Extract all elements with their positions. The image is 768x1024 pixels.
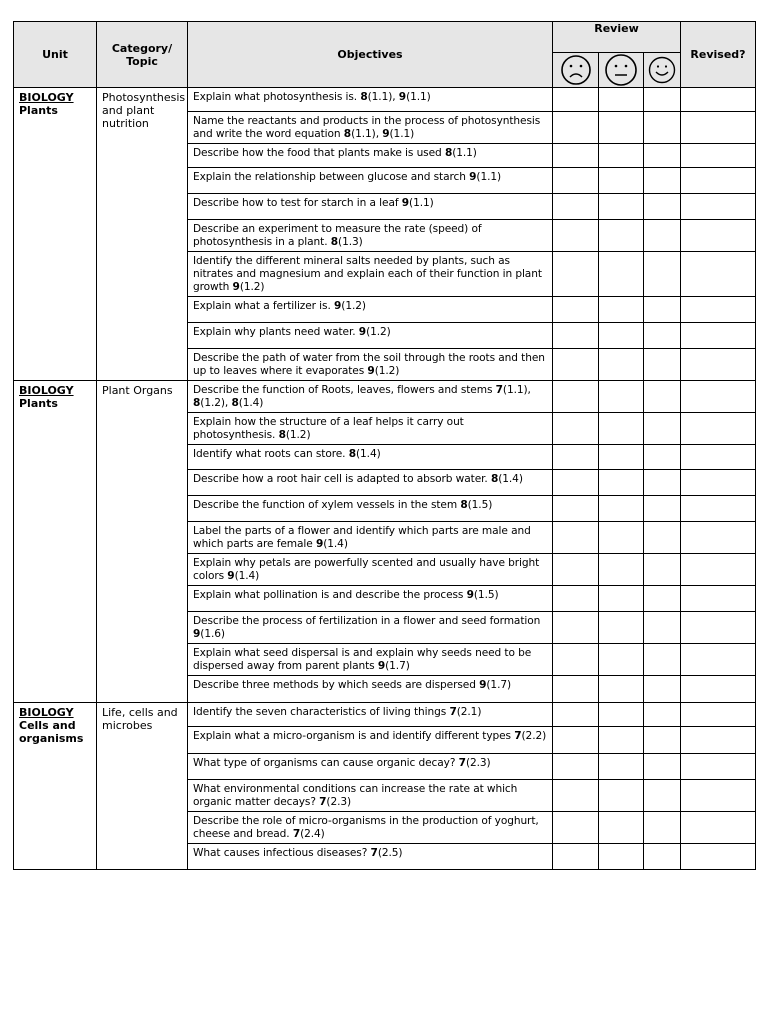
review-happy-cell[interactable] <box>644 252 681 297</box>
review-sad-cell[interactable] <box>553 381 599 413</box>
review-happy-cell[interactable] <box>644 644 681 676</box>
objective-cell <box>188 445 553 470</box>
revised-cell[interactable] <box>681 144 756 168</box>
objective-row <box>14 88 756 112</box>
unit-header: Unit <box>14 22 97 88</box>
review-happy-cell[interactable] <box>644 144 681 168</box>
review-happy-cell[interactable] <box>644 754 681 780</box>
review-sad-cell[interactable] <box>553 297 599 323</box>
objective-cell <box>188 144 553 168</box>
review-sad-cell[interactable] <box>553 754 599 780</box>
section-reference: (2.2) <box>521 730 547 742</box>
review-happy-cell[interactable] <box>644 88 681 112</box>
review-happy-cell[interactable] <box>644 496 681 522</box>
review-neutral-cell[interactable] <box>599 554 644 586</box>
review-sad-cell[interactable] <box>553 112 599 144</box>
review-sad-cell[interactable] <box>553 676 599 703</box>
objective-cell <box>188 349 553 381</box>
section-reference: (1.4) <box>238 397 264 409</box>
review-sad-cell[interactable] <box>553 349 599 381</box>
level-number: 9 <box>227 570 235 582</box>
level-number: 8 <box>490 473 499 485</box>
review-happy-cell[interactable] <box>644 522 681 554</box>
section-reference: (2.1) <box>456 706 482 718</box>
review-neutral-cell[interactable] <box>599 496 644 522</box>
review-happy-cell[interactable] <box>644 844 681 870</box>
level-number: 9 <box>334 300 342 312</box>
review-neutral-cell[interactable] <box>599 323 644 349</box>
revised-cell[interactable] <box>681 522 756 554</box>
objective-cell <box>188 297 553 323</box>
review-neutral-cell[interactable] <box>599 112 644 144</box>
objective-cell <box>188 220 553 252</box>
objective-cell <box>188 676 553 703</box>
objective-text: Describe the function of xylem vessels in the stem <box>193 499 458 511</box>
review-happy-cell[interactable] <box>644 112 681 144</box>
happy-face-icon <box>648 56 676 84</box>
objectives-table <box>13 21 756 870</box>
level-number: 9 <box>193 628 201 640</box>
objective-cell <box>188 194 553 220</box>
sad-face-icon <box>560 54 592 86</box>
level-number: 8 <box>231 397 239 409</box>
objectives-body <box>14 88 756 870</box>
section-reference: (1.2) <box>341 300 366 312</box>
level-number: 9 <box>382 128 390 140</box>
review-sad-cell[interactable] <box>553 252 599 297</box>
review-happy-cell[interactable] <box>644 297 681 323</box>
review-neutral-cell[interactable] <box>599 349 644 381</box>
objective-text: What type of organisms can cause organic decay? <box>193 757 456 769</box>
level-number: 7 <box>495 384 503 396</box>
level-number: 9 <box>401 197 410 209</box>
section-reference: (1.2) <box>285 429 311 441</box>
review-sad-cell[interactable] <box>553 612 599 644</box>
review-neutral-cell[interactable] <box>599 586 644 612</box>
section-reference: (1.1) <box>409 197 434 209</box>
objective-text: Explain what pollination is and describe the process <box>193 589 464 601</box>
section-reference: (1.4) <box>498 473 523 485</box>
review-sad-cell[interactable] <box>553 470 599 496</box>
review-sad-cell[interactable] <box>553 88 599 112</box>
section-reference: (1.2) <box>239 281 265 293</box>
review-neutral-cell[interactable] <box>599 413 644 445</box>
revised-cell[interactable] <box>681 703 756 727</box>
objective-cell <box>188 496 553 522</box>
review-neutral-cell[interactable] <box>599 168 644 194</box>
review-neutral-cell[interactable] <box>599 88 644 112</box>
level-number: 8 <box>193 397 201 409</box>
level-number: 8 <box>360 91 368 103</box>
objective-text: Describe the path of water from the soil through the roots and then up to leaves where it evaporates <box>193 352 545 377</box>
objective-cell <box>188 252 553 297</box>
objective-row <box>14 381 756 413</box>
objective-text: Identify what roots can store. <box>193 448 346 460</box>
review-happy-cell[interactable] <box>644 727 681 754</box>
review-sad-cell[interactable] <box>553 586 599 612</box>
review-neutral-cell[interactable] <box>599 470 644 496</box>
level-number: 7 <box>292 828 301 840</box>
objective-text: Label the parts of a flower and identify which parts are male and which parts are female <box>193 525 531 550</box>
level-number: 9 <box>466 589 474 601</box>
objectives-header: Objectives <box>188 22 553 88</box>
objective-text: Describe three methods by which seeds are dispersed <box>193 679 476 691</box>
objective-cell <box>188 812 553 844</box>
section-reference: (1.5) <box>467 499 493 511</box>
level-number: 7 <box>319 796 327 808</box>
review-sad-cell[interactable] <box>553 445 599 470</box>
section-reference: (2.3) <box>465 757 491 769</box>
objective-cell <box>188 586 553 612</box>
review-sad-cell[interactable] <box>553 522 599 554</box>
objective-text: Explain what a fertilizer is. <box>193 300 331 312</box>
objective-cell <box>188 112 553 144</box>
review-sad-cell[interactable] <box>553 496 599 522</box>
review-neutral-cell[interactable] <box>599 220 644 252</box>
review-neutral-cell[interactable] <box>599 445 644 470</box>
objective-text: Describe the process of fertilization in a flower and seed formation <box>193 615 541 627</box>
review-neutral-cell[interactable] <box>599 844 644 870</box>
revised-cell[interactable] <box>681 220 756 252</box>
review-happy-cell[interactable] <box>644 676 681 703</box>
review-sad-cell[interactable] <box>553 413 599 445</box>
unit-cell <box>14 88 97 381</box>
objective-text: Identify the different mineral salts needed by plants, such as nitrates and magnesium and explain each of their function in plant growth <box>193 255 542 293</box>
sad-face-header <box>553 53 599 88</box>
revised-cell[interactable] <box>681 470 756 496</box>
review-happy-cell[interactable] <box>644 168 681 194</box>
revised-cell[interactable] <box>681 381 756 413</box>
section-reference: (1.3) <box>338 236 363 248</box>
section-reference: (1.4) <box>356 448 381 460</box>
review-sad-cell[interactable] <box>553 220 599 252</box>
review-happy-cell[interactable] <box>644 586 681 612</box>
objective-text: Explain what seed dispersal is and explain why seeds need to be dispersed away from parent plants <box>193 647 532 672</box>
review-sad-cell[interactable] <box>553 844 599 870</box>
revised-cell[interactable] <box>681 644 756 676</box>
review-neutral-cell[interactable] <box>599 727 644 754</box>
objective-cell <box>188 754 553 780</box>
review-happy-cell[interactable] <box>644 470 681 496</box>
revised-cell[interactable] <box>681 413 756 445</box>
revised-header: Revised? <box>681 22 756 88</box>
review-neutral-cell[interactable] <box>599 780 644 812</box>
unit-cell <box>14 381 97 703</box>
subject-label: BIOLOGY <box>19 384 74 397</box>
review-neutral-cell[interactable] <box>599 194 644 220</box>
section-reference: (2.3) <box>326 796 352 808</box>
review-neutral-cell[interactable] <box>599 381 644 413</box>
unit-cell <box>14 703 97 870</box>
level-number: 9 <box>479 679 487 691</box>
revised-cell[interactable] <box>681 112 756 144</box>
section-reference: (1.4) <box>323 538 348 550</box>
review-sad-cell[interactable] <box>553 644 599 676</box>
level-number: 9 <box>232 281 240 293</box>
objective-text: Explain why plants need water. <box>193 326 356 338</box>
review-sad-cell[interactable] <box>553 812 599 844</box>
objective-cell <box>188 413 553 445</box>
objective-row <box>14 703 756 727</box>
revised-cell[interactable] <box>681 496 756 522</box>
level-number: 8 <box>278 429 286 441</box>
revised-cell[interactable] <box>681 780 756 812</box>
level-number: 8 <box>444 147 453 159</box>
objective-text: Explain how the structure of a leaf helps it carry out photosynthesis. <box>193 416 464 441</box>
objective-text: Describe the role of micro-organisms in the production of yoghurt, cheese and bread. <box>193 815 539 840</box>
objective-cell <box>188 554 553 586</box>
objective-cell <box>188 88 553 112</box>
objective-cell <box>188 780 553 812</box>
review-sad-cell[interactable] <box>553 144 599 168</box>
review-neutral-cell[interactable] <box>599 703 644 727</box>
revised-cell[interactable] <box>681 754 756 780</box>
revised-cell[interactable] <box>681 612 756 644</box>
objective-text: Describe how to test for starch in a leaf <box>193 197 399 209</box>
objective-text: Identify the seven characteristics of living things <box>193 706 447 718</box>
revised-cell[interactable] <box>681 727 756 754</box>
revised-cell[interactable] <box>681 812 756 844</box>
objective-text: Describe how the food that plants make is used <box>193 147 442 159</box>
section-reference: (1.1), <box>502 384 531 396</box>
unit-label: Cells and organisms <box>19 719 84 745</box>
section-reference: (2.5) <box>377 847 403 859</box>
review-sad-cell[interactable] <box>553 554 599 586</box>
objective-text: Describe an experiment to measure the rate (speed) of photosynthesis in a plant. <box>193 223 482 248</box>
section-reference: (1.2) <box>366 326 391 338</box>
objective-text: Name the reactants and products in the process of photosynthesis and write the word equation <box>193 115 541 140</box>
revised-cell[interactable] <box>681 88 756 112</box>
objective-text: Explain what photosynthesis is. <box>193 91 358 103</box>
revised-cell[interactable] <box>681 194 756 220</box>
neutral-face-header <box>599 53 644 88</box>
review-neutral-cell[interactable] <box>599 144 644 168</box>
objective-text: What causes infectious diseases? <box>193 847 368 859</box>
unit-label: Plants <box>19 104 58 117</box>
review-happy-cell[interactable] <box>644 703 681 727</box>
category-cell: Plant Organs <box>97 381 188 703</box>
revised-cell[interactable] <box>681 676 756 703</box>
objective-cell <box>188 644 553 676</box>
level-number: 9 <box>377 660 386 672</box>
objective-text: Explain the relationship between glucose and starch <box>193 171 466 183</box>
section-reference: (1.1) <box>476 171 502 183</box>
revised-cell[interactable] <box>681 554 756 586</box>
subject-label: BIOLOGY <box>19 91 74 104</box>
section-reference: (1.5) <box>473 589 499 601</box>
review-happy-cell[interactable] <box>644 413 681 445</box>
review-header: Review <box>553 22 681 53</box>
section-reference: (1.4) <box>234 570 260 582</box>
review-sad-cell[interactable] <box>553 727 599 754</box>
revised-cell[interactable] <box>681 844 756 870</box>
review-neutral-cell[interactable] <box>599 612 644 644</box>
review-happy-cell[interactable] <box>644 194 681 220</box>
section-reference: (1.7) <box>385 660 410 672</box>
level-number: 9 <box>469 171 477 183</box>
objective-cell <box>188 612 553 644</box>
review-happy-cell[interactable] <box>644 612 681 644</box>
objective-text: Describe how a root hair cell is adapted to absorb water. <box>193 473 488 485</box>
revised-cell[interactable] <box>681 297 756 323</box>
objective-text: Explain why petals are powerfully scented and usually have bright colors <box>193 557 540 582</box>
review-neutral-cell[interactable] <box>599 812 644 844</box>
objective-text: What environmental conditions can increase the rate at which organic matter decays? <box>193 783 518 808</box>
review-happy-cell[interactable] <box>644 780 681 812</box>
section-reference: (1.1) <box>389 128 415 140</box>
review-neutral-cell[interactable] <box>599 644 644 676</box>
review-happy-cell[interactable] <box>644 812 681 844</box>
revised-cell[interactable] <box>681 252 756 297</box>
objective-cell <box>188 522 553 554</box>
review-sad-cell[interactable] <box>553 703 599 727</box>
review-neutral-cell[interactable] <box>599 522 644 554</box>
objective-cell <box>188 323 553 349</box>
review-sad-cell[interactable] <box>553 780 599 812</box>
level-number: 9 <box>367 365 375 377</box>
review-sad-cell[interactable] <box>553 323 599 349</box>
level-number: 8 <box>343 128 352 140</box>
revised-cell[interactable] <box>681 168 756 194</box>
review-neutral-cell[interactable] <box>599 252 644 297</box>
unit-label: Plants <box>19 397 58 410</box>
level-number: 7 <box>514 730 522 742</box>
review-neutral-cell[interactable] <box>599 676 644 703</box>
review-sad-cell[interactable] <box>553 194 599 220</box>
section-reference: (1.7) <box>486 679 512 691</box>
level-number: 7 <box>449 706 457 718</box>
review-neutral-cell[interactable] <box>599 297 644 323</box>
review-happy-cell[interactable] <box>644 554 681 586</box>
revised-cell[interactable] <box>681 323 756 349</box>
objective-text: Describe the function of Roots, leaves, flowers and stems <box>193 384 493 396</box>
objective-cell <box>188 703 553 727</box>
category-header: Category/ Topic <box>97 22 188 88</box>
section-reference: (1.2), <box>200 397 232 409</box>
review-happy-cell[interactable] <box>644 220 681 252</box>
level-number: 9 <box>315 538 324 550</box>
review-happy-cell[interactable] <box>644 349 681 381</box>
objective-cell <box>188 727 553 754</box>
revised-cell[interactable] <box>681 445 756 470</box>
review-neutral-cell[interactable] <box>599 754 644 780</box>
subject-label: BIOLOGY <box>19 706 74 719</box>
happy-face-header <box>644 53 681 88</box>
objective-cell <box>188 844 553 870</box>
objective-text: Explain what a micro-organism is and identify different types <box>193 730 511 742</box>
level-number: 7 <box>458 757 466 769</box>
section-reference: (1.2) <box>374 365 400 377</box>
review-happy-cell[interactable] <box>644 381 681 413</box>
revised-cell[interactable] <box>681 349 756 381</box>
section-reference: (1.1) <box>452 147 477 159</box>
category-cell: Photosynthesis and plant nutrition <box>97 88 188 381</box>
level-number: 9 <box>358 326 367 338</box>
neutral-face-icon <box>604 54 638 86</box>
objective-cell <box>188 168 553 194</box>
objective-cell <box>188 381 553 413</box>
objective-cell <box>188 470 553 496</box>
level-number: 8 <box>460 499 468 511</box>
level-number: 9 <box>398 91 407 103</box>
section-reference: (1.1), <box>351 128 383 140</box>
section-reference: (1.1), <box>367 91 399 103</box>
level-number: 8 <box>330 236 339 248</box>
review-happy-cell[interactable] <box>644 323 681 349</box>
review-happy-cell[interactable] <box>644 445 681 470</box>
review-sad-cell[interactable] <box>553 168 599 194</box>
category-cell: Life, cells and microbes <box>97 703 188 870</box>
level-number: 8 <box>348 448 356 460</box>
section-reference: (1.1) <box>406 91 431 103</box>
level-number: 7 <box>370 847 378 859</box>
section-reference: (2.4) <box>300 828 325 840</box>
revised-cell[interactable] <box>681 586 756 612</box>
section-reference: (1.6) <box>200 628 225 640</box>
